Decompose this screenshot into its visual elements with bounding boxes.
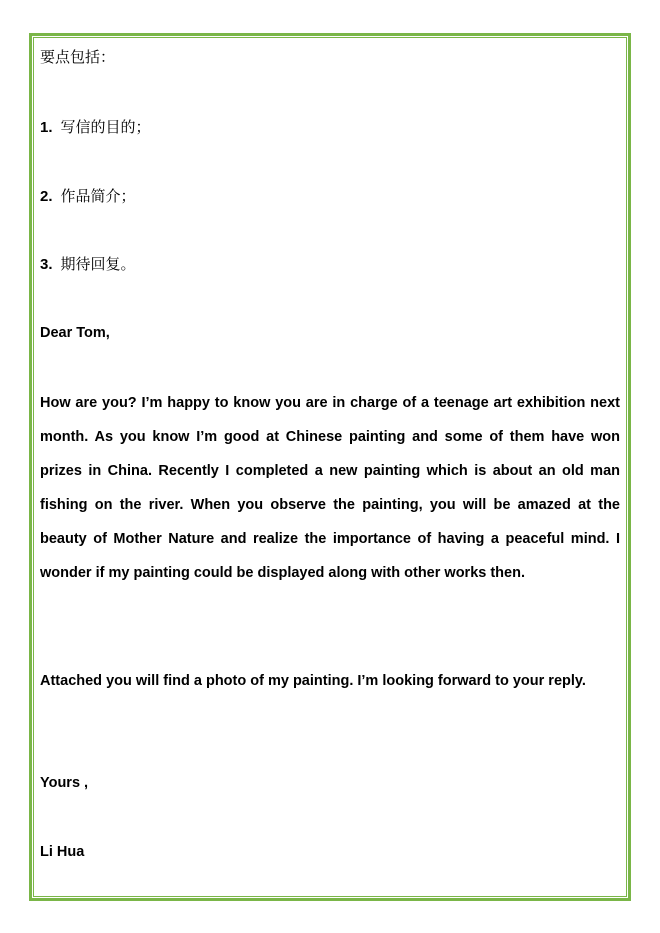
letter-closing: Yours , (40, 775, 89, 791)
outline-heading: 要点包括： (40, 48, 116, 66)
outline-point-text: 作品简介； (60, 187, 136, 205)
outline-point-text: 期待回复。 (60, 255, 136, 273)
letter-salutation: Dear Tom, (40, 325, 110, 341)
outline-point-number: 1. (40, 119, 53, 136)
letter-signature: Li Hua (40, 844, 85, 860)
outline-point-text: 写信的目的； (60, 118, 151, 136)
letter-body-paragraph-1: How are you? I’m happy to know you are in charge of a teenage art exhibition next month. As you know I’m good at Chinese painting and some of them have won prizes in China. Recently I completed a new painting which is about an old man fishing on the river. When you observe the painting, you will be amazed at the beauty of Mother Nature and realize the importance of having a peaceful mind. I wonder if my painting could be displayed along with other works then. (40, 395, 620, 581)
outline-point-number: 2. (40, 188, 53, 205)
outline-point-1 (40, 116, 151, 138)
outline-point-number: 3. (40, 256, 53, 273)
outline-point-2 (40, 185, 136, 207)
outline-point-3 (40, 253, 136, 275)
letter-body-paragraph-2: Attached you will find a photo of my painting. I’m looking forward to your reply. (40, 673, 586, 689)
